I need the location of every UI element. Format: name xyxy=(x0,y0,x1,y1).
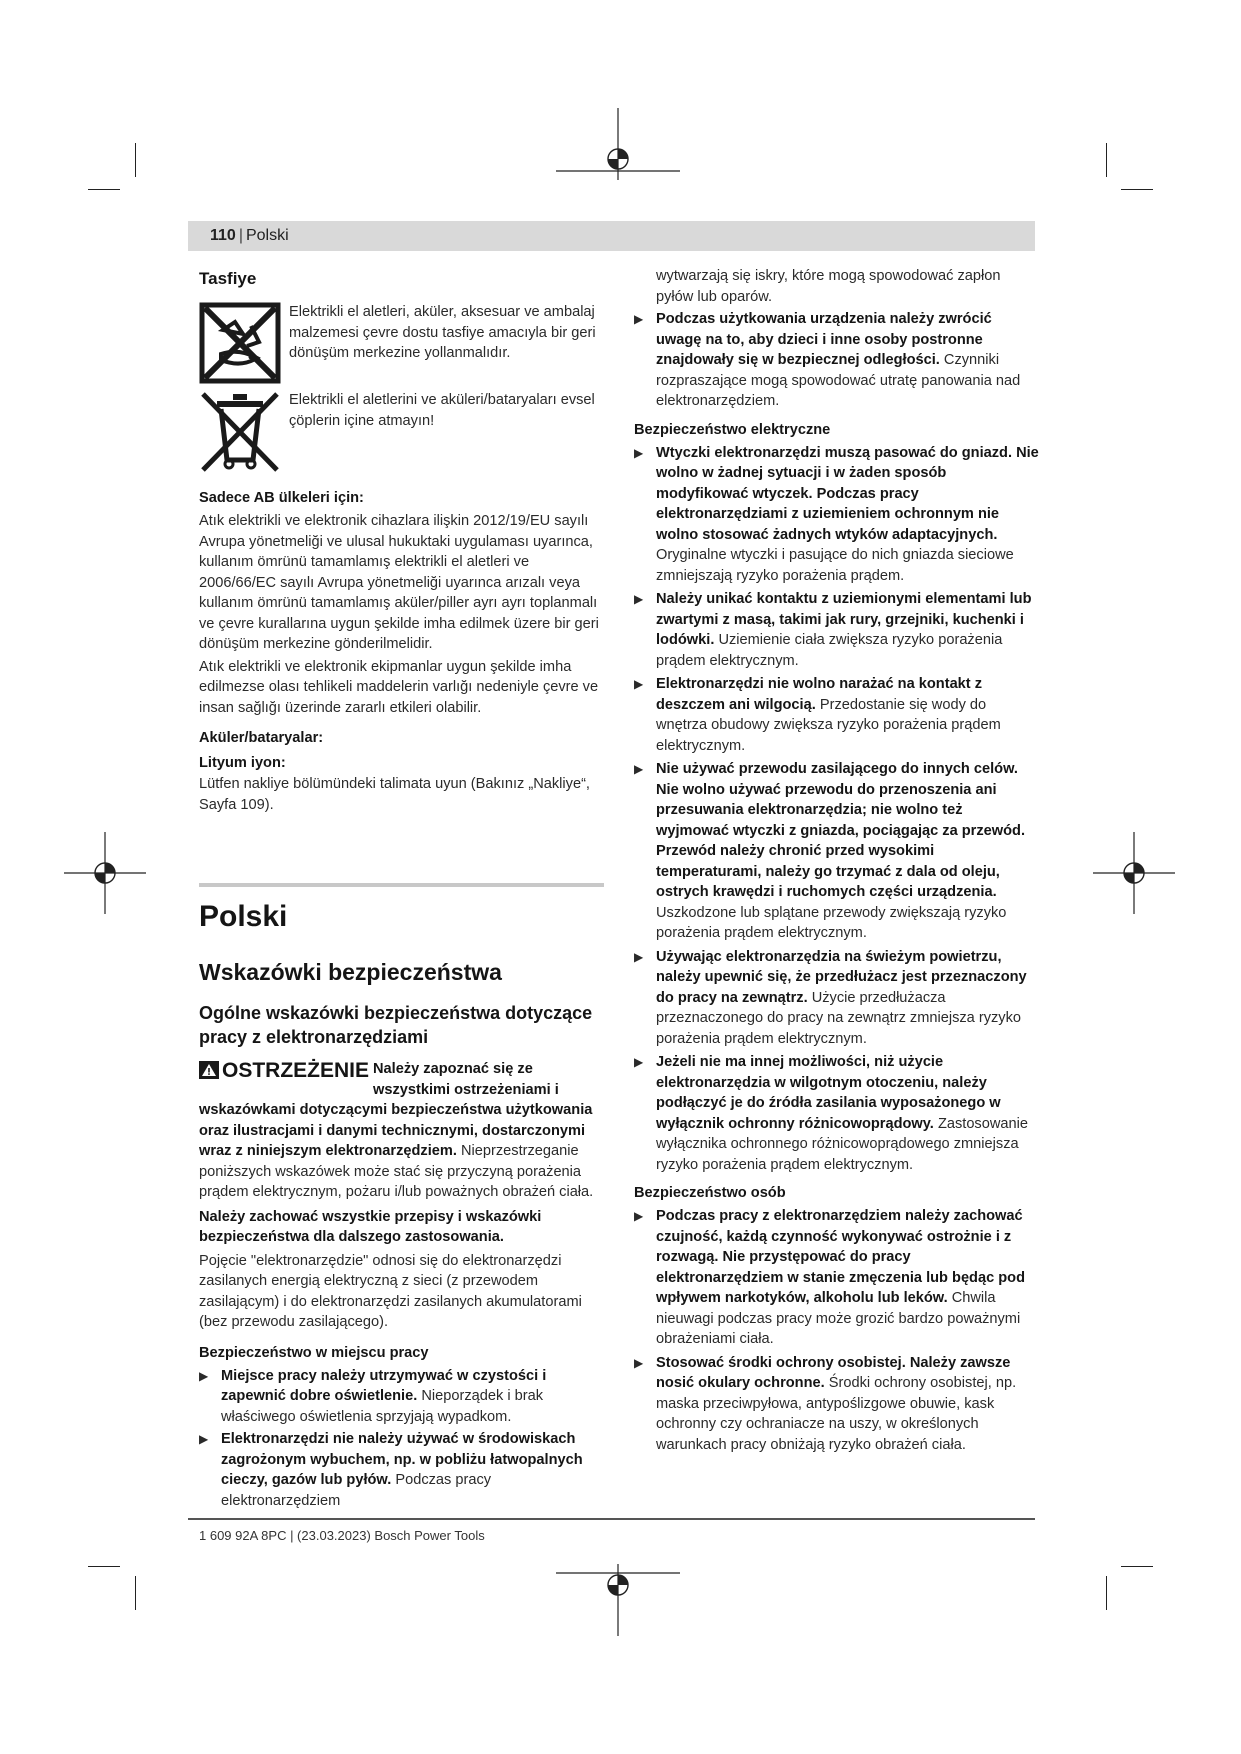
warning-bold-text: Należy zapoznać się ze wszystkimi ostrzeżeniami i wskazówkami dotyczącymi bezpieczeństwa użytkowania oraz ilustracjami i danymi technicznymi, dostarczonymi wraz z niniejszym elektronarzędziem. xyxy=(199,1061,593,1159)
general-safety-heading: Ogólne wskazówki bezpieczeństwa dotyczące pracy z elektronarzędziami xyxy=(199,1003,593,1047)
lityum-text: Lütfen nakliye bölümündeki talimata uyun (Bakınız „Nakliye“, Sayfa 109). xyxy=(199,776,590,813)
ab-heading: Sadece AB ülkeleri için: xyxy=(199,490,364,506)
personal-heading: Bezpieczeństwo osób xyxy=(634,1185,786,1201)
item-bold: Elektronarzędzi nie wolno narażać na kontakt z deszczem ani wilgocią. xyxy=(656,676,983,713)
warning-block xyxy=(199,1059,604,1203)
footer-divider xyxy=(188,1518,1035,1520)
item-text: Uziemienie ciała zwiększa ryzyko porażenia prądem elektrycznym. xyxy=(656,632,1003,669)
item-bold: Należy unikać kontaktu z uziemionymi elementami lub zwartymi z masą, takimi jak rury, grzejniki, kuchenki i lodówki. xyxy=(656,591,1032,648)
recycling-symbol-icon xyxy=(199,302,281,384)
list-item xyxy=(634,589,1039,671)
crop-mark xyxy=(1121,1566,1153,1567)
disposal-text-1: Elektrikli el aletleri, aküler, aksesuar ve ambalaj malzemesi çevre dostu tasfiye amacıyla bir geri dönüşüm merkezine yollanmalıdır. xyxy=(289,304,596,361)
left-column xyxy=(199,268,604,1511)
item-text: Przedostanie się wody do wnętrza obudowy zwiększa ryzyko porażenia prądem elektrycznym. xyxy=(656,696,1001,754)
item-text: Zastosowanie wyłącznika ochronnego różnicowoprądowego zmniejsza ryzyko porażenia prądem elektrycznym. xyxy=(656,1115,1028,1173)
item-bold: Nie używać przewodu zasilającego do innych celów. Nie wolno używać przewodu do przenoszenia ani przesuwania elektronarzędzia; nie wolno też wyjmować wtyczki z gniazda, pociągając za przewód. Przewód należy chronić przed wysokimi temperaturami, należy go trzymać z dala od oleju, ostrych krawędzi i ruchomych części urządzenia. xyxy=(656,761,1026,900)
crop-mark xyxy=(88,189,120,190)
header-section: Polski xyxy=(245,227,289,244)
bullet-arrow-icon: ▶ xyxy=(199,1432,209,1446)
bullet-arrow-icon: ▶ xyxy=(634,949,644,964)
crop-mark xyxy=(1106,143,1107,177)
lityum-heading: Lityum iyon: xyxy=(199,755,286,771)
crop-mark xyxy=(1106,1576,1107,1610)
disposal-row-2 xyxy=(199,390,604,472)
crossed-bin-icon xyxy=(199,390,281,472)
item-bold: Jeżeli nie ma innej możliwości, niż użycie elektronarzędzia w wilgotnym otoczeniu, należy podłączyć je do źródła zasilania wyposażonego w wyłącznik ochronny różnicowoprądowy. xyxy=(656,1054,1001,1132)
bullet-arrow-icon: ▶ xyxy=(634,1055,644,1069)
list-item xyxy=(634,674,1039,756)
right-column xyxy=(634,266,1039,1455)
registration-mark-icon xyxy=(60,828,150,918)
item-bold: Używając elektronarzędzia na świeżym powietrzu, należy upewnić się, że przedłużacz jest przeznaczony do pracy na zewnątrz. xyxy=(656,948,1027,1006)
warning-text: Nieprzestrzeganie poniższych wskazówek może stać się przyczyną porażenia prądem elektrycznym, pożaru i/lub poważnych obrażeń ciała. xyxy=(199,1143,594,1200)
bullet-arrow-icon: ▶ xyxy=(634,1355,644,1370)
item-bold: Podczas pracy z elektronarzędziem należy zachować czujność, każdą czynność wykonywać ostrożnie i z rozwagą. Nie przystępować do pracy elektronarzędziem w stanie zmęczenia lub będąc pod wpływem narkotyków, alkoholu lub leków. xyxy=(656,1208,1026,1306)
crop-mark xyxy=(135,1576,136,1610)
language-heading: Polski xyxy=(199,900,288,933)
bullet-arrow-icon: ▶ xyxy=(634,1209,644,1223)
continued-text: wytwarzają się iskry, które mogą spowodować zapłon pyłów lub oparów. xyxy=(656,268,1001,305)
power-tool-definition: Pojęcie "elektronarzędzie" odnosi się do elektronarzędzi zasilanych energią elektryczną z sieci (z przewodem zasilającym) i do elektronarzędzi zasilanych akumulatorami (bez przewodu zasilającego). xyxy=(199,1252,582,1330)
item-text: Oryginalne wtyczki i pasujące do nich gniazda sieciowe zmniejszają ryzyko porażenia prądem. xyxy=(656,547,1014,584)
registration-mark-icon xyxy=(1089,828,1179,918)
item-text: Chwila nieuwagi podczas pracy może grozić bardzo poważnymi obrażeniami ciała. xyxy=(656,1290,1021,1347)
item-bold: Stosować środki ochrony osobistej. Należy zawsze nosić okulary ochronne. xyxy=(656,1354,1011,1391)
list-item xyxy=(199,1366,604,1428)
bullet-arrow-icon: ▶ xyxy=(634,445,644,460)
list-item xyxy=(634,1353,1039,1456)
list-item xyxy=(634,1052,1039,1175)
bullet-arrow-icon: ▶ xyxy=(634,312,644,326)
item-text: Nieporządek i brak właściwego oświetlenia sprzyjają wypadkom. xyxy=(221,1388,544,1425)
registration-mark-icon xyxy=(552,104,684,184)
item-bold: Elektronarzędzi nie należy używać w środowiskach zagrożonym wybuchem, np. w pobliżu łatwopalnych cieczy, gazów lub pyłów. xyxy=(221,1431,583,1488)
warning-word: OSTRZEŻENIE xyxy=(222,1059,370,1082)
item-text: Środki ochrony osobistej, np. maska przeciwpyłowa, antypoślizgowe obuwie, kask ochronny czy ochraniacze na uszy, w określonych warunkach pracy obniżają ryzyko obrażeń ciała. xyxy=(656,1375,1017,1453)
disposal-text-2: Elektrikli el aletlerini ve aküleri/bataryaları evsel çöplerin içine atmayın! xyxy=(289,392,595,429)
list-item xyxy=(199,1429,604,1511)
page-header xyxy=(188,221,1035,251)
list-item xyxy=(634,759,1039,944)
crop-mark xyxy=(1121,189,1153,190)
crop-mark xyxy=(88,1566,120,1567)
section-divider xyxy=(199,883,604,887)
tasfiye-heading: Tasfiye xyxy=(199,269,257,288)
item-text: Podczas pracy elektronarzędziem xyxy=(221,1472,492,1509)
akuler-heading: Aküler/bataryalar: xyxy=(199,730,324,746)
item-text: Czynniki rozpraszające mogą spowodować utratę panowania nad elektronarzędziem. xyxy=(656,352,1021,409)
item-bold: Wtyczki elektronarzędzi muszą pasować do gniazd. Nie wolno w żadnej sytuacji i w żaden sposób modyfikować wtyczek. Podczas pracy elektronarzędziami z uziemieniem ochronnym nie wolno stosować żadnych wtyków adaptacyjnych. xyxy=(656,444,1039,543)
list-item xyxy=(634,309,1039,412)
disposal-row-1 xyxy=(199,302,604,384)
item-text: Użycie przedłużacza przeznaczonego do pracy na zewnątrz zmniejsza ryzyko porażenia prądem elektrycznym. xyxy=(656,989,1022,1047)
item-bold: Podczas użytkowania urządzenia należy zwrócić uwagę na to, aby dzieci i inne osoby postronne znajdowały się w bezpiecznej odległości. xyxy=(656,311,992,368)
item-bold: Miejsce pracy należy utrzymywać w czystości i zapewnić dobre oświetlenie. xyxy=(221,1367,547,1404)
workplace-heading: Bezpieczeństwo w miejscu pracy xyxy=(199,1344,429,1361)
bullet-arrow-icon: ▶ xyxy=(634,592,644,606)
list-item xyxy=(634,443,1039,587)
warning-triangle-icon xyxy=(199,1061,219,1079)
page-footer: 1 609 92A 8PC | (23.03.2023) Bosch Power Tools xyxy=(199,1528,485,1543)
ab-text-1: Atık elektrikli ve elektronik cihazlara ilişkin 2012/19/EU sayılı Avrupa yönetmeliği ve ulusal hukuktaki uygulaması uyarınca, kullanım ömrünü tamamlamış elektrikli el aletleri ve 2006/66/EC sayılı Avrupa yönetmeliği uyarınca arızalı veya kullanım ömrünü tamamlamış aküler/piller ayrı ayrı toplanmalı ve çevre kurallarına uygun şekilde imha edilmek üzere bir geri dönüşüm merkezine gönderilmelidir. xyxy=(199,513,599,652)
keep-instructions: Należy zachować wszystkie przepisy i wskazówki bezpieczeństwa dla dalszego zastosowania. xyxy=(199,1208,542,1245)
bullet-arrow-icon: ▶ xyxy=(199,1368,209,1383)
crop-mark xyxy=(135,143,136,177)
ab-text-2: Atık elektrikli ve elektronik ekipmanlar uygun şekilde imha edilmezse olası tehlikeli maddelerin varlığı nedeniyle çevre ve insan sağlığı üzerinde zararlı etkileri olabilir. xyxy=(199,658,599,716)
warning-label xyxy=(199,1059,369,1083)
header-separator: | xyxy=(238,227,243,244)
electrical-heading: Bezpieczeństwo elektryczne xyxy=(634,421,831,438)
page-number: 110 xyxy=(210,227,236,244)
list-item xyxy=(634,947,1039,1050)
registration-mark-icon xyxy=(552,1560,684,1640)
bullet-arrow-icon: ▶ xyxy=(634,762,644,776)
bullet-arrow-icon: ▶ xyxy=(634,677,644,691)
safety-heading: Wskazówki bezpieczeństwa xyxy=(199,959,502,985)
item-text: Uszkodzone lub splątane przewody zwiększają ryzyko porażenia prądem elektrycznym. xyxy=(656,904,1007,941)
list-item xyxy=(634,1206,1039,1350)
